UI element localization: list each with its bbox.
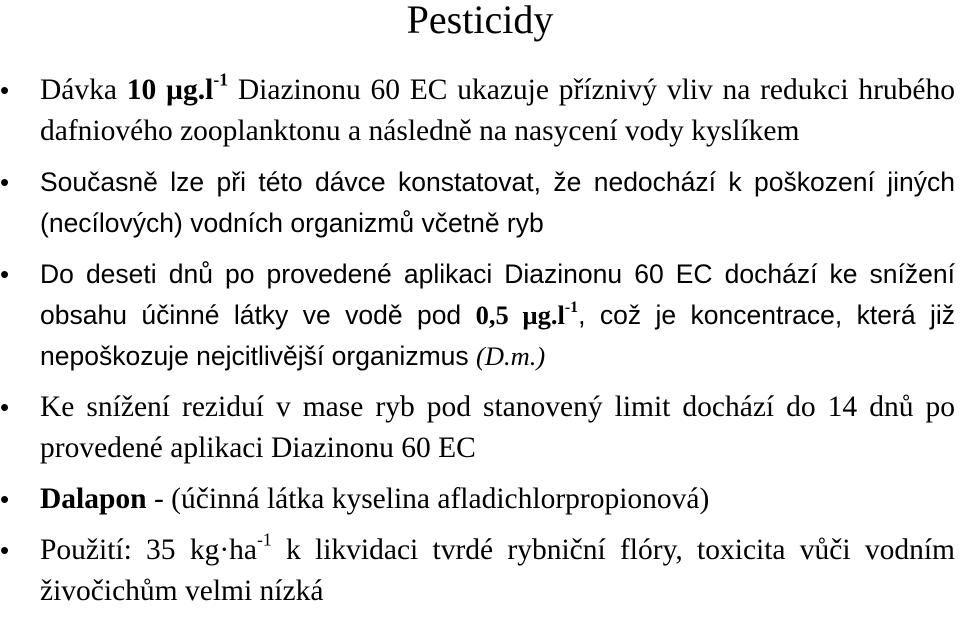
no-damage-text: Současně lze při této dávce konstatovat, že nedochází k poškození jiných (necílových) vodních organizmů včetně ryb xyxy=(40,167,955,238)
dalapon-name: Dalapon xyxy=(40,483,147,515)
usage-prefix: Použití: 35 kg·ha xyxy=(40,534,257,566)
slide-title: Pesticidy xyxy=(406,0,554,42)
concentration-value: 0,5 µg.l xyxy=(475,300,565,330)
concentration-exponent: -1 xyxy=(564,299,579,317)
dose-prefix: Dávka xyxy=(40,74,127,106)
bullet-dalapon xyxy=(0,479,955,520)
bullet-usage xyxy=(0,530,955,612)
bullet-decrease xyxy=(0,254,955,377)
bullet-no-damage xyxy=(0,162,955,244)
bullet-list xyxy=(0,70,960,612)
bullet-dose xyxy=(0,70,955,152)
dalapon-description: - (účinná látka kyselina afladichlorpropionová) xyxy=(146,483,710,515)
dose-exponent: -1 xyxy=(213,69,229,90)
usage-exponent: -1 xyxy=(257,529,272,550)
dose-value: 10 µg.l xyxy=(126,74,214,106)
concentration-note: , což je koncentrace, která již nepoškozuje nejcitlivější organizmus xyxy=(40,300,955,371)
species-abbrev: (D.m.) xyxy=(476,341,546,371)
dose-description: Diazinonu 60 EC ukazuje příznivý vliv na redukci hrubého dafniového zooplanktonu a následně na nasycení vody kyslíkem xyxy=(40,74,955,147)
bullet-residues xyxy=(0,387,955,469)
decrease-text: Do deseti dnů po provedené aplikaci Diazinonu 60 EC dochází ke snížení obsahu účinné látky ve vodě pod xyxy=(40,259,955,330)
residues-text: Ke snížení reziduí v mase ryb pod stanovený limit dochází do 14 dnů po provedené aplikaci Diazinonu 60 EC xyxy=(40,391,955,464)
usage-description: k likvidaci tvrdé rybniční flóry, toxicita vůči vodním živočichům velmi nízká xyxy=(40,534,955,607)
